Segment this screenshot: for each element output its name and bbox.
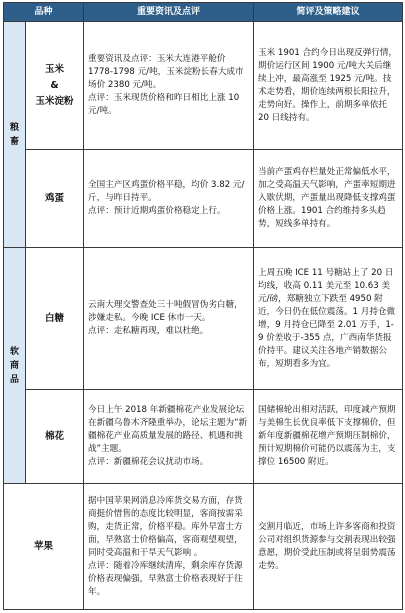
category-grain <box>4 22 26 248</box>
variety-corn-line1: 玉米 <box>45 63 65 75</box>
advice-apple <box>254 484 403 610</box>
variety-egg: 鸡蛋 <box>26 150 84 248</box>
variety-sugar: 白糖 <box>26 248 84 390</box>
table-row-apple <box>4 484 403 610</box>
category-soft <box>4 248 26 484</box>
info-egg-comment: 点评：预计近期鸡蛋价格稳定上行。 <box>88 206 226 216</box>
info-sugar-comment: 点评：走私糖再现，难以杜绝。 <box>88 326 209 336</box>
table-row-cotton <box>4 390 403 484</box>
info-apple-comment: 点评：随着冷库继续清库，剩余库存货源价格表现偏强，早熟富士价格表现好于往年。 <box>88 560 243 597</box>
variety-corn-line3: 玉米淀粉 <box>35 95 74 107</box>
category-soft-label: 软商品 <box>9 346 19 385</box>
info-corn-text: 重要资讯及点评：玉米大连港平舱价 1778-1798 元/吨，玉米淀粉长春大成市场价 2380 元/吨。 <box>88 54 244 90</box>
header-info: 重要资讯及点评 <box>84 3 254 22</box>
info-egg-text: 全国主产区鸡蛋价格平稳，均价 3.82 元/斤，与昨日持平。 <box>88 180 245 203</box>
advice-corn-text: 玉米 1901 合约今日出现反弹行情，期价运行区间 1900 元/吨大关后继续上冲，最高涨至 1925 元/吨。技术走势看，期价连续两根长阳拉升，走势向好。操作上，前期多单依托 20 日线持有。 <box>258 47 398 123</box>
info-apple <box>84 484 254 610</box>
table-header-row <box>4 3 403 22</box>
table-row-sugar <box>4 248 403 390</box>
info-corn-comment: 点评：玉米现货价格和昨日相比上涨 10 元/吨。 <box>88 93 240 116</box>
commodity-strategy-table <box>3 2 403 610</box>
variety-apple: 苹果 <box>4 484 84 610</box>
header-variety: 品种 <box>4 3 84 22</box>
variety-corn <box>26 22 84 150</box>
header-advice: 简评及策略建议 <box>254 3 403 22</box>
advice-corn <box>254 22 403 150</box>
advice-sugar <box>254 248 403 390</box>
advice-sugar-text: 上周五晚 ICE 11 号糖站上了 20 日均线，收高 0.11 美元至 10.63 美元/磅，郑糖独立下跌至 4950 附近，今日仍在低位震荡。1 月持仓微增，9 月持仓已降至 2.01 万手，1-9 价差收于-355 点，广西南华货报价持平。建议关注各地产销数据公布，短期看多为宜。 <box>258 267 396 369</box>
variety-corn-line2: & <box>50 79 59 91</box>
advice-cotton-text: 国储棉轮出相对活跃，印度减产预期与美棉生长优良率低下支撑棉价，但新年度新疆棉花增产预期压制棉价，预计短期棉价可能仍以震荡为主，支撑位 16500 附近。 <box>258 405 396 467</box>
variety-cotton: 棉花 <box>26 390 84 484</box>
info-cotton-text: 今日上午 2018 年新疆棉花产业发展论坛在新疆乌鲁木齐隆重举办，论坛主题为“新疆棉花产业高质量发展的路径、机遇和挑战”主题。 <box>88 405 248 454</box>
advice-egg <box>254 150 403 248</box>
category-grain-label: 粮畜 <box>9 122 19 147</box>
advice-apple-text: 交割月临近，市场上许多客商和投资公司对组织货源参与交割表现出较强意愿，期价受此压制或将呈弱势震荡走势。 <box>258 521 396 571</box>
table-row-corn <box>4 22 403 150</box>
info-sugar <box>84 248 254 390</box>
info-cotton-comment: 点评：新疆棉花会议扰动市场。 <box>88 457 209 467</box>
info-sugar-text: 云南大理交警查处三十吨假冒伪劣白糖，涉嫌走私。今晚 ICE 休市一天。 <box>88 300 243 323</box>
advice-cotton <box>254 390 403 484</box>
info-egg <box>84 150 254 248</box>
table-row-egg <box>4 150 403 248</box>
advice-egg-text: 当前产蛋鸡存栏量处正常偏低水平，加之受高温天气影响，产蛋率短期进入歇伏期，产蛋量出现降低支撑鸡蛋价格上涨。1901 合约维持多头趋势，短线多单持有。 <box>258 167 396 229</box>
info-corn <box>84 22 254 150</box>
info-apple-text: 据中国苹果网消息冷库货交易方面，存货商挺价惜售的态度比较明显，客商按需采购，走货正常，价格平稳。库外早富士方面，早熟富士价格偏高，客商观望观望，同时受高温和干旱天气影响 。 <box>88 495 243 558</box>
info-cotton <box>84 390 254 484</box>
